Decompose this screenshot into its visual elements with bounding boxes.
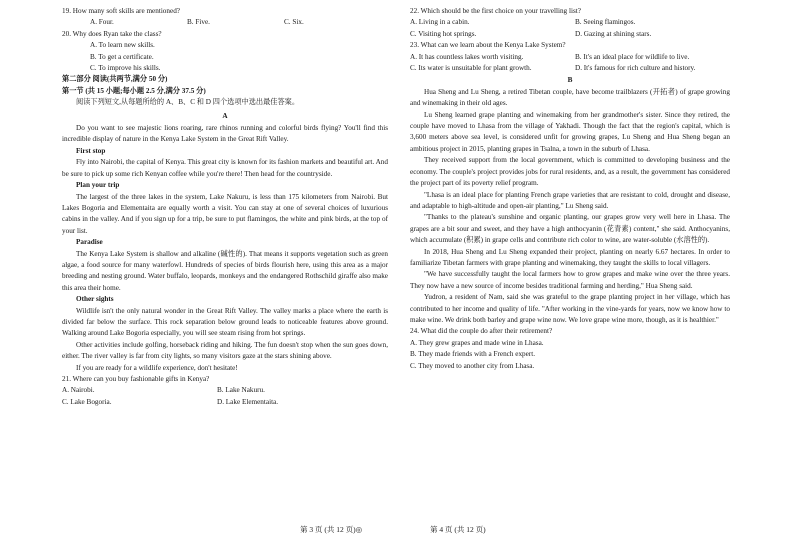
q20-option-b: B. To get a certificate. <box>90 52 154 61</box>
passage-b-paragraph-2: Lu Sheng learned grape planting and winemaking from her grandmother's sister. Since they retired, the couple have moved to Lhasa from the village of Yakhadi. Though the fact that the region's capital, which is 3,600 meters above sea level, is considered unfit for growing grapes, Lu Sheng and Hua Sheng began an ambitious project in 2015, planting grapes in Tsalna, a town in the suburb of Lhasa. <box>410 110 730 153</box>
other-sights-heading: Other sights <box>76 295 114 304</box>
q20-stem: 20. Why does Ryan take the class? <box>62 29 162 38</box>
q21-options-row-1 <box>62 385 388 396</box>
plan-trip-heading: Plan your trip <box>76 181 120 190</box>
paradise-paragraph: The Kenya Lake System is shallow and alkaline (碱性的). That means it supports vegetation such as green algae, a food source for many waterfowl. Hundreds of species of birds flourish here, using this area as a major breeding and nesting ground. Water buffalo, leopards, monkeys and the endangered Rothschild giraffe also make this area their home. <box>62 249 388 292</box>
passage-b-paragraph-3: They received support from the local government, which is committed to developing business and the economy. The couple's project provides jobs for rural residents, and, as a result, the government has considered the project part of its poverty relief program. <box>410 156 730 188</box>
q19-option-b: B. Five. <box>187 18 210 27</box>
q22-option-c: C. Visiting hot springs. <box>410 29 477 38</box>
passage-b-paragraph-5: "Thanks to the plateau's sunshine and organic planting, our grapes grow very well here in Lhasa. The grapes are a bit sour and sweet, and they have a high anthocyanin (花青素) content," she said. Anthocyanins, which accumulate (积累) in grape cells and contribute rich color to wine, are water-soluble (水溶性的). <box>410 213 730 245</box>
plan-trip-paragraph: The largest of the three lakes in the system, Lake Nakuru, is less than 175 kilometers from Nairobi. But Lakes Bogoria and Elementaita are equally worth a visit. You can stay at one of several choices of luxurious cabins in the valley. And if you sign up for a trip, be sure to put flamingos, the white and pink birds, at the top of your list. <box>62 192 388 235</box>
q22-option-d: D. Gazing at shining stars. <box>575 29 652 38</box>
q24-stem: 24. What did the couple do after their retirement? <box>410 327 553 336</box>
first-stop-heading: First stop <box>76 146 106 155</box>
q21-option-b: B. Lake Nakuru. <box>217 386 265 395</box>
closing-line: If you are ready for a wildlife experience, don't hesitate! <box>76 363 238 372</box>
q19-options <box>62 17 388 28</box>
reading-instruction: 阅读下列短文,从每题所给的 A、B、C 和 D 四个选项中选出最佳答案。 <box>76 98 300 107</box>
passage-b-paragraph-1: Hua Sheng and Lu Sheng, a retired Tibetan couple, have become trailblazers (开拓者) of grape growing and winemaking in their old ages. <box>410 87 730 108</box>
section-one-heading: 第一节 (共 15 小题;每小题 2.5 分,满分 37.5 分) <box>62 86 206 95</box>
q23-option-c: C. Its water is unsuitable for plant growth. <box>410 64 532 73</box>
other-sights-paragraph-1: Wildlife isn't the only natural wonder in the Great Rift Valley. The valley marks a place where the earth is divided far below the surface. This rock separation below ground leads to noticeable features above ground. Walking around Lake Bogoria especially, you will see steam rising from hot springs. <box>62 306 388 338</box>
q23-options-row-1 <box>410 52 730 63</box>
q19-stem: 19. How many soft skills are mentioned? <box>62 7 180 15</box>
other-sights-paragraph-2: Other activities include golfing, horseback riding and hiking. The fun doesn't stop when the sun goes down, either. The river valley is far from city lights, so many visitors gaze at the stars shining above. <box>62 340 388 361</box>
q22-option-a: A. Living in a cabin. <box>410 18 470 27</box>
passage-a-intro: Do you want to see majestic lions roaring, rare rhinos running and colorful birds flying? You'll find this incredible display of nature in the Kenya Lake System in the Great Rift Valley. <box>62 124 388 144</box>
first-stop-paragraph: Fly into Nairobi, the capital of Kenya. This great city is known for its fashion markets and beautiful art. And be sure to pick up some rich Kenyan coffee while you're there! Then head for the countryside. <box>62 158 388 178</box>
q20-option-c: C. To improve his skills. <box>90 64 161 73</box>
q23-option-d: D. It's famous for rich culture and history. <box>575 64 696 73</box>
q23-option-b: B. It's an ideal place for wildlife to live. <box>575 52 690 61</box>
passage-b-paragraph-7: "We have successfully taught the local farmers how to grow grapes and make wine over the three years. They now have a new source of income besides traditional farming and herding," Hua Sheng said. <box>410 270 730 290</box>
q19-option-a: A. Four. <box>90 18 114 27</box>
q22-options-row-1 <box>410 17 730 28</box>
q23-stem: 23. What can we learn about the Kenya Lake System? <box>410 41 566 50</box>
q21-option-d: D. Lake Elementaita. <box>217 397 279 406</box>
q23-option-a: A. It has countless lakes worth visiting. <box>410 52 524 61</box>
q22-options-row-2 <box>410 29 730 40</box>
part-two-heading: 第二部分 阅读(共两节,满分 50 分) <box>62 75 168 84</box>
passage-a-label: A <box>222 111 228 120</box>
q21-stem: 21. Where can you buy fashionable gifts in Kenya? <box>62 375 210 383</box>
right-column <box>410 6 730 372</box>
q21-option-a: A. Nairobi. <box>62 386 95 395</box>
q23-options-row-2 <box>410 63 730 74</box>
q21-option-c: C. Lake Bogoria. <box>62 397 112 406</box>
q22-stem: 22. Which should be the first choice on your travelling list? <box>410 7 581 15</box>
q24-option-b: B. They made friends with a French expert. <box>410 350 536 359</box>
page-number-right: 第 4 页 (共 12 页) <box>430 525 486 534</box>
q22-option-b: B. Seeing flamingos. <box>575 18 636 27</box>
q20-option-a: A. To learn new skills. <box>90 41 155 50</box>
passage-b-paragraph-6: In 2018, Hua Sheng and Lu Sheng expanded their project, planting on nearly 6.67 hectares. In order to familiarize Tibetan farmers with grape planting and winemaking, they taught the skills to local villagers. <box>410 247 730 267</box>
q19-option-c: C. Six. <box>284 18 304 27</box>
q24-option-c: C. They moved to another city from Lhasa. <box>410 361 535 370</box>
passage-b-label: B <box>567 76 573 85</box>
paradise-heading: Paradise <box>76 238 103 247</box>
passage-b-paragraph-8: Yudron, a resident of Nam, said she was grateful to the grape planting project in her village, which has contributed to her income and quality of life. "After working in the vine-yards for years, now we know how to make wine. We drink both barley and grape wine now. We love grape wine more, though, as it is healthier." <box>410 293 730 324</box>
passage-b-paragraph-4: "Lhasa is an ideal place for planting French grape varieties that are resistant to cold, drought and disease, and adaptable to high-altitude and open-air planting," Lu Sheng said. <box>410 190 730 210</box>
q24-option-a: A. They grew grapes and made wine in Lhasa. <box>410 338 544 347</box>
left-column <box>62 6 388 408</box>
q21-options-row-2 <box>62 397 388 408</box>
page-number-left: 第 3 页 (共 12 页)◎ <box>300 525 363 534</box>
